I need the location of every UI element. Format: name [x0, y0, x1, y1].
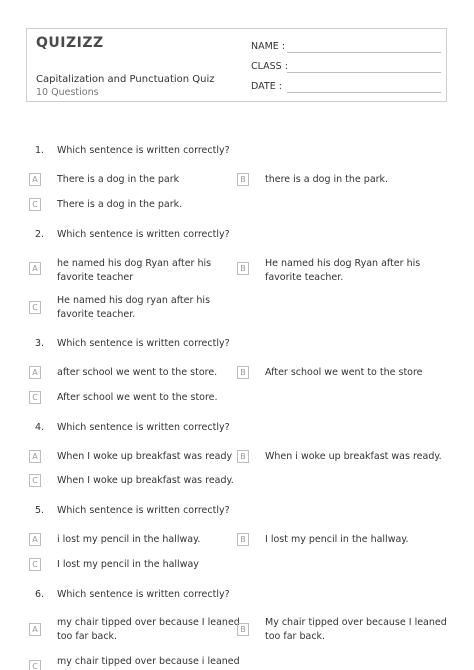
option-b-box[interactable]: B	[237, 450, 249, 463]
option-a-text[interactable]: my chair tipped over because I leaned too far back.	[57, 617, 240, 642]
option-a-box[interactable]: A	[29, 450, 41, 463]
question-count: 10 Questions	[36, 87, 99, 98]
question-number: 4.	[35, 422, 45, 433]
option-b-text[interactable]: After school we went to the store	[265, 367, 423, 378]
option-b-text[interactable]: there is a dog in the park.	[265, 174, 389, 185]
quizizz-logo: QUIZIZZ	[36, 35, 104, 51]
option-b-box[interactable]: B	[237, 623, 249, 636]
option-b-text[interactable]: When i woke up breakfast was ready.	[265, 451, 442, 462]
name-line	[287, 52, 441, 53]
option-c-text[interactable]: my chair tipped over because i leaned	[57, 656, 240, 667]
worksheet-header	[26, 28, 447, 102]
name-label: NAME :	[251, 41, 286, 52]
option-b-text[interactable]: I lost my pencil in the hallway.	[265, 534, 409, 545]
question-number: 3.	[35, 338, 45, 349]
date-label: DATE :	[251, 81, 282, 92]
option-a-box[interactable]: A	[29, 623, 41, 636]
question-number: 2.	[35, 229, 45, 240]
option-c-text[interactable]: He named his dog ryan after his favorite teacher.	[57, 295, 211, 320]
question-text: Which sentence is written correctly?	[57, 505, 230, 516]
name-field[interactable]	[251, 41, 441, 55]
question-text: Which sentence is written correctly?	[57, 422, 230, 433]
question-text: Which sentence is written correctly?	[57, 589, 230, 600]
class-line	[287, 72, 441, 73]
question-number: 6.	[35, 589, 45, 600]
option-c-box[interactable]: C	[29, 558, 41, 571]
option-b-box[interactable]: B	[237, 366, 249, 379]
option-a-box[interactable]: A	[29, 366, 41, 379]
option-b-box[interactable]: B	[237, 262, 249, 275]
option-b-box[interactable]: B	[237, 533, 249, 546]
option-a-text[interactable]: he named his dog Ryan after his favorite teacher	[57, 258, 212, 283]
option-a-box[interactable]: A	[29, 262, 41, 275]
option-c-text[interactable]: There is a dog in the park.	[57, 199, 183, 210]
option-c-text[interactable]: After school we went to the store.	[57, 392, 218, 403]
class-label: CLASS :	[251, 61, 288, 72]
option-c-box[interactable]: C	[29, 391, 41, 404]
option-a-text[interactable]: There is a dog in the park	[57, 174, 180, 185]
quiz-title: Capitalization and Punctuation Quiz	[36, 74, 215, 85]
question-text: Which sentence is written correctly?	[57, 229, 230, 240]
option-c-box[interactable]: C	[29, 198, 41, 211]
option-a-text[interactable]: When I woke up breakfast was ready	[57, 451, 233, 462]
class-field[interactable]	[251, 61, 441, 75]
question-text: Which sentence is written correctly?	[57, 338, 230, 349]
option-c-box[interactable]: C	[29, 474, 41, 487]
option-a-text[interactable]: i lost my pencil in the hallway.	[57, 534, 201, 545]
option-c-text[interactable]: When I woke up breakfast was ready.	[57, 475, 234, 486]
date-line	[287, 92, 441, 93]
option-b-box[interactable]: B	[237, 173, 249, 186]
date-field[interactable]	[251, 81, 441, 95]
question-text: Which sentence is written correctly?	[57, 145, 230, 156]
option-c-box[interactable]: C	[29, 660, 41, 670]
option-a-text[interactable]: after school we went to the store.	[57, 367, 218, 378]
question-number: 5.	[35, 505, 45, 516]
option-a-box[interactable]: A	[29, 173, 41, 186]
option-c-text[interactable]: I lost my pencil in the hallway	[57, 559, 199, 570]
option-a-box[interactable]: A	[29, 533, 41, 546]
question-number: 1.	[35, 145, 45, 156]
option-b-text[interactable]: He named his dog Ryan after his favorite teacher.	[265, 258, 421, 283]
option-b-text[interactable]: My chair tipped over because I leaned too far back.	[265, 617, 447, 642]
option-c-box[interactable]: C	[29, 301, 41, 314]
